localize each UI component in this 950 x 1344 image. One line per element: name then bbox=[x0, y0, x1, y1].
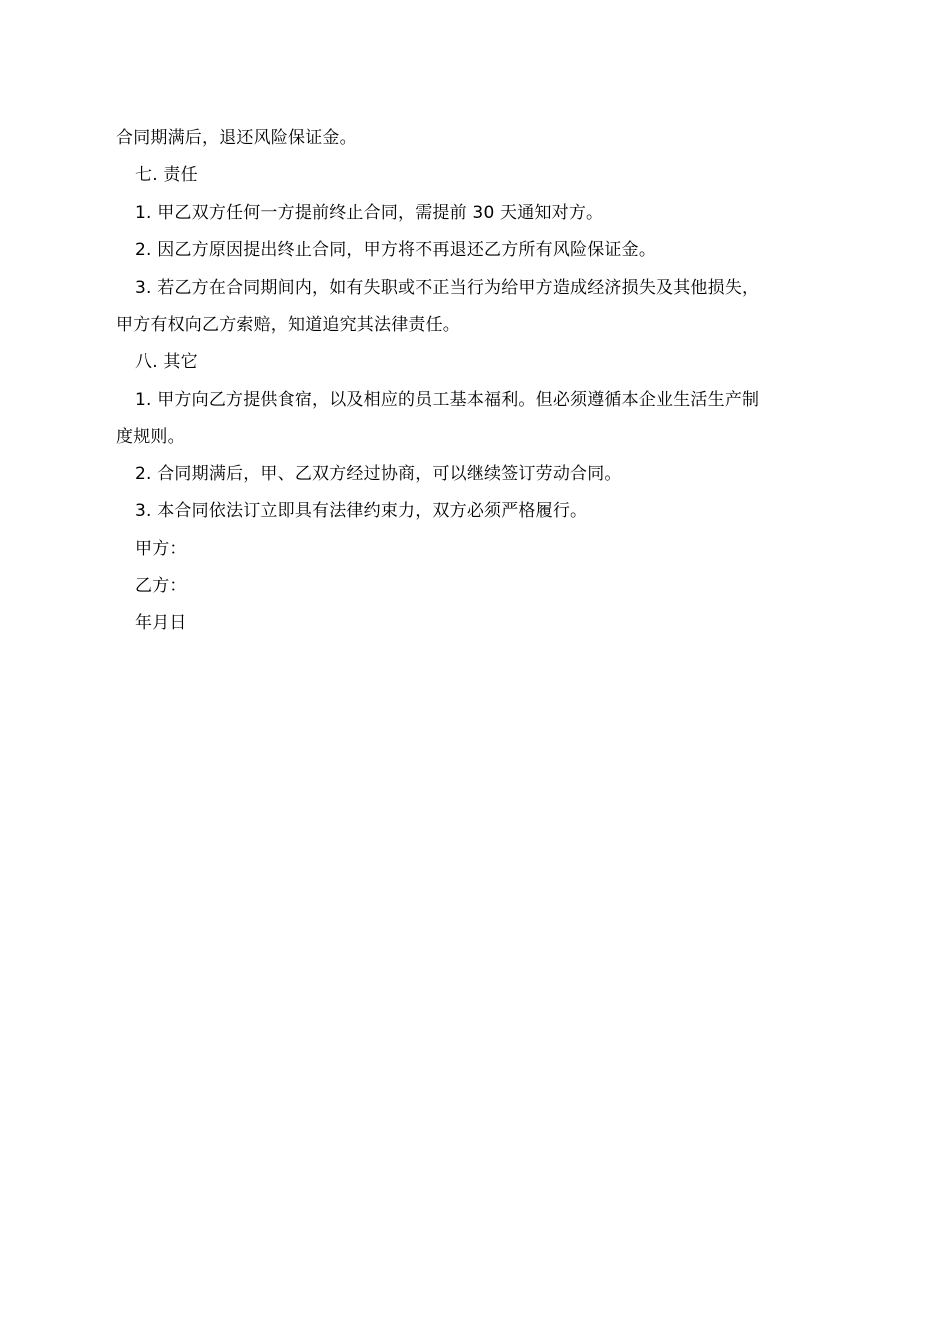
clause-line: 1. 甲乙双方任何一方提前终止合同，需提前 30 天通知对方。 bbox=[135, 203, 604, 223]
paragraph-line: 合同期满后，退还风险保证金。 bbox=[116, 128, 357, 148]
clause-line: 2. 合同期满后，甲、乙双方经过协商，可以继续签订劳动合同。 bbox=[135, 464, 622, 484]
date-label: 年月日 bbox=[135, 613, 187, 633]
clause-line: 3. 本合同依法订立即具有法律约束力，双方必须严格履行。 bbox=[135, 501, 588, 521]
clause-continuation-line: 度规则。 bbox=[116, 427, 185, 447]
section-heading-eight: 八. 其它 bbox=[135, 352, 198, 372]
clause-line: 2. 因乙方原因提出终止合同，甲方将不再退还乙方所有风险保证金。 bbox=[135, 240, 657, 260]
section-heading-seven: 七. 责任 bbox=[135, 165, 198, 185]
clause-line: 3. 若乙方在合同期间内，如有失职或不正当行为给甲方造成经济损失及其他损失， bbox=[135, 278, 760, 298]
party-a-signature-label: 甲方： bbox=[135, 539, 187, 559]
party-b-signature-label: 乙方： bbox=[135, 576, 187, 596]
clause-continuation-line: 甲方有权向乙方索赔，知道追究其法律责任。 bbox=[116, 315, 460, 335]
clause-line: 1. 甲方向乙方提供食宿，以及相应的员工基本福利。但必须遵循本企业生活生产制 bbox=[135, 390, 760, 410]
